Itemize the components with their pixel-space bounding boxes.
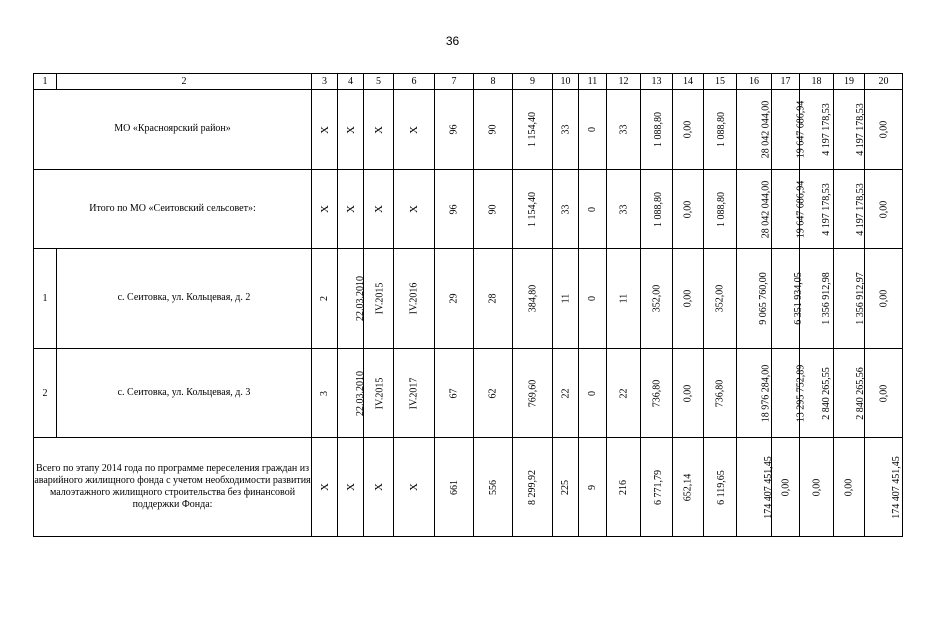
- cell-value: 2 840 265,56: [854, 366, 866, 420]
- table-cell: [673, 90, 704, 170]
- cell-value: 0: [587, 206, 598, 212]
- table-cell: [513, 438, 553, 537]
- table-cell: [641, 349, 673, 438]
- housing-resettlement-table: [33, 73, 903, 537]
- cell-value: 2 840 265,55: [820, 366, 832, 420]
- table-cell: [364, 349, 394, 438]
- table-row: [34, 249, 903, 349]
- table-cell: [772, 438, 800, 537]
- header-cell: 15: [704, 74, 737, 90]
- header-cell: 16: [737, 74, 772, 90]
- table-cell: [579, 249, 607, 349]
- table-row: [34, 438, 903, 537]
- header-cell: 3: [312, 74, 338, 90]
- table-cell: [800, 249, 834, 349]
- table-cell: [338, 249, 364, 349]
- table-cell: [553, 170, 579, 249]
- cell-value: 9: [587, 484, 598, 490]
- cell-value: 1 088,80: [653, 112, 664, 147]
- table-cell: [312, 170, 338, 249]
- table-cell: [641, 90, 673, 170]
- table-cell: [435, 438, 474, 537]
- cell-value: 0: [587, 390, 598, 396]
- table-cell: [338, 438, 364, 537]
- table-cell: [834, 438, 865, 537]
- table-cell: [641, 249, 673, 349]
- cell-value: 11: [559, 293, 571, 304]
- cell-value: 22.03.2010: [355, 370, 366, 416]
- table-cell: [435, 349, 474, 438]
- table-cell: [338, 349, 364, 438]
- cell-value: 0,00: [682, 120, 694, 139]
- cell-value: 736,80: [714, 379, 726, 407]
- table-cell: [607, 349, 641, 438]
- table-cell: [737, 249, 772, 349]
- cell-value: 1 088,80: [716, 112, 727, 147]
- table-cell: [704, 249, 737, 349]
- cell-value: 1 154,40: [527, 191, 538, 227]
- table-cell: [435, 170, 474, 249]
- table-cell: [772, 349, 807, 438]
- cell-value: 6 119,65: [715, 469, 727, 505]
- table-cell: [513, 90, 553, 170]
- cell-value: 4 197 178,53: [820, 182, 832, 236]
- table-cell: [834, 249, 865, 349]
- cell-value: 29: [448, 293, 460, 304]
- header-cell: 9: [513, 74, 553, 90]
- cell-value: 6 351 934,05: [792, 272, 804, 325]
- cell-value: 96: [448, 124, 460, 135]
- cell-value: 18 976 284,00: [760, 364, 772, 422]
- table-cell: [474, 249, 513, 349]
- table-cell: [865, 438, 903, 537]
- cell-value: 22: [560, 388, 571, 398]
- cell-value: 216: [618, 479, 629, 495]
- cell-value: 0,00: [682, 289, 694, 308]
- cell-value: 0,00: [811, 478, 822, 496]
- cell-value: 0,00: [878, 289, 889, 308]
- cell-value: Х: [318, 125, 331, 134]
- table-cell: [865, 349, 903, 438]
- cell-value: Х: [407, 205, 420, 213]
- table-cell: [364, 249, 394, 349]
- header-cell: 10: [553, 74, 579, 90]
- cell-value: 556: [487, 479, 499, 495]
- cell-value: Х: [344, 483, 357, 491]
- header-cell: 18: [800, 74, 834, 90]
- table-cell: [704, 170, 737, 249]
- cell-value: Х: [344, 205, 357, 213]
- table-row: [34, 90, 903, 170]
- table-cell: [673, 349, 704, 438]
- header-cell: 19: [834, 74, 865, 90]
- cell-value: 90: [487, 124, 499, 135]
- cell-value: 652,14: [682, 473, 694, 501]
- cell-value: Х: [407, 483, 420, 491]
- table-cell: [364, 170, 394, 249]
- table-cell: [394, 438, 435, 537]
- table-cell: [474, 349, 513, 438]
- cell-value: 11: [617, 293, 629, 304]
- header-cell: 20: [865, 74, 903, 90]
- header-cell: 12: [607, 74, 641, 90]
- cell-value: Х: [407, 125, 420, 134]
- table-cell: [737, 170, 772, 249]
- table-cell: [641, 170, 673, 249]
- cell-value: 0,00: [878, 200, 889, 218]
- table-cell: [364, 438, 394, 537]
- row-label: с. Сеитовка, ул. Кольцевая, д. 3: [57, 349, 312, 438]
- page-number: 36: [445, 34, 460, 48]
- cell-value: 4 197 178,53: [854, 182, 866, 236]
- table-cell: [338, 90, 364, 170]
- table-cell: [834, 170, 865, 249]
- cell-value: 1 088,80: [653, 191, 664, 227]
- cell-value: 174 407 451,45: [762, 455, 774, 519]
- cell-value: 352,00: [714, 284, 726, 313]
- cell-value: 1 356 912,97: [854, 272, 866, 325]
- cell-value: 1 154,40: [527, 112, 538, 147]
- table-cell: [394, 349, 435, 438]
- cell-value: Х: [318, 205, 331, 213]
- table-cell: [772, 249, 804, 349]
- table-cell: [338, 170, 364, 249]
- header-cell: 4: [338, 74, 364, 90]
- cell-value: 33: [560, 204, 571, 214]
- table-cell: [513, 349, 553, 438]
- table-cell: [553, 90, 579, 170]
- cell-value: 2: [319, 296, 330, 301]
- table-cell: [474, 90, 513, 170]
- row-number: 2: [34, 349, 57, 438]
- header-cell: 1: [34, 74, 57, 90]
- table-cell: [772, 90, 807, 170]
- cell-value: 3: [319, 390, 330, 396]
- cell-value: 0,00: [682, 384, 694, 402]
- header-cell: 17: [772, 74, 800, 90]
- table-row: [34, 170, 903, 249]
- table-cell: [394, 170, 435, 249]
- table-cell: [607, 249, 641, 349]
- table-cell: [474, 170, 513, 249]
- cell-value: 0: [587, 296, 598, 301]
- table-cell: [737, 90, 772, 170]
- table-cell: [607, 438, 641, 537]
- header-cell: 8: [474, 74, 513, 90]
- cell-value: Х: [372, 205, 385, 213]
- cell-value: 661: [448, 479, 460, 495]
- table-cell: [673, 438, 704, 537]
- cell-value: Х: [318, 483, 331, 491]
- cell-value: 0,00: [843, 478, 855, 496]
- table-cell: [553, 438, 579, 537]
- table-cell: [704, 438, 737, 537]
- table-cell: [800, 438, 834, 537]
- cell-value: 0,00: [878, 384, 889, 402]
- table-cell: [641, 438, 673, 537]
- cell-value: 22.03.2010: [355, 276, 366, 321]
- table-cell: [579, 170, 607, 249]
- cell-value: 19 647 686,94: [795, 100, 807, 159]
- cell-value: 0,00: [878, 120, 889, 139]
- table-cell: [704, 90, 737, 170]
- header-cell: 5: [364, 74, 394, 90]
- header-cell: 2: [57, 74, 312, 90]
- cell-value: Х: [372, 483, 385, 491]
- table-row: [34, 349, 903, 438]
- table-cell: [312, 349, 338, 438]
- cell-value: 174 407 451,45: [890, 455, 902, 519]
- table-cell: [312, 90, 338, 170]
- table-cell: [834, 349, 865, 438]
- cell-value: 0: [587, 127, 598, 132]
- table-cell: [553, 249, 579, 349]
- table-cell: [834, 90, 865, 170]
- cell-value: IV.2015: [374, 377, 386, 409]
- table-cell: [865, 170, 903, 249]
- row-number: 1: [34, 249, 57, 349]
- cell-value: 62: [487, 388, 499, 398]
- cell-value: 736,80: [651, 379, 662, 407]
- cell-value: 13 295 752,89: [795, 364, 807, 422]
- header-cell: 6: [394, 74, 435, 90]
- cell-value: IV.2016: [408, 282, 420, 315]
- table-cell: [737, 349, 772, 438]
- table-cell: [704, 349, 737, 438]
- table-cell: [673, 170, 704, 249]
- cell-value: Х: [372, 125, 385, 134]
- cell-value: 9 065 760,00: [757, 272, 769, 325]
- cell-value: 4 197 178,53: [854, 103, 866, 156]
- cell-value: 28 042 044,00: [760, 180, 772, 238]
- header-cell: 13: [641, 74, 673, 90]
- cell-value: 33: [560, 124, 571, 135]
- table-cell: [607, 90, 641, 170]
- cell-value: 33: [618, 124, 629, 135]
- table-cell: [435, 90, 474, 170]
- table-cell: [553, 349, 579, 438]
- row-label: Итого по МО «Сеитовский сельсовет»:: [34, 170, 312, 249]
- table-cell: [394, 249, 435, 349]
- table-cell: [364, 90, 394, 170]
- table-cell: [513, 249, 553, 349]
- cell-value: 769,60: [527, 379, 538, 407]
- cell-value: 6 771,79: [653, 469, 664, 505]
- cell-value: 0,00: [780, 478, 791, 496]
- table-cell: [579, 90, 607, 170]
- table-cell: [607, 170, 641, 249]
- row-label: МО «Красноярский район»: [34, 90, 312, 170]
- cell-value: 90: [487, 204, 499, 214]
- cell-value: 28: [487, 293, 499, 304]
- table-cell: [435, 249, 474, 349]
- header-cell: 14: [673, 74, 704, 90]
- cell-value: 33: [618, 204, 629, 214]
- cell-value: Х: [344, 125, 357, 134]
- cell-value: 4 197 178,53: [820, 103, 832, 156]
- table-cell: [772, 170, 807, 249]
- table-cell: [513, 170, 553, 249]
- header-cell: 11: [579, 74, 607, 90]
- cell-value: 352,00: [651, 284, 662, 313]
- cell-value: 67: [448, 388, 460, 398]
- table-cell: [474, 438, 513, 537]
- table-cell: [312, 249, 338, 349]
- cell-value: 22: [618, 388, 629, 398]
- cell-value: 1 088,80: [716, 191, 727, 227]
- table-cell: [865, 90, 903, 170]
- header-cell: 7: [435, 74, 474, 90]
- table-cell: [579, 438, 607, 537]
- cell-value: 384,80: [527, 284, 538, 313]
- header-row: [34, 74, 903, 90]
- table-cell: [865, 249, 903, 349]
- cell-value: 28 042 044,00: [760, 100, 772, 159]
- cell-value: 0,00: [682, 200, 694, 218]
- cell-value: 96: [448, 204, 460, 214]
- table-cell: [579, 349, 607, 438]
- table-cell: [737, 438, 772, 537]
- table-cell: [673, 249, 704, 349]
- cell-value: 225: [560, 479, 571, 495]
- table-cell: [394, 90, 435, 170]
- table-cell: [312, 438, 338, 537]
- cell-value: IV.2017: [408, 377, 420, 409]
- row-label: с. Сеитовка, ул. Кольцевая, д. 2: [57, 249, 312, 349]
- row-label: Всего по этапу 2014 года по программе переселения граждан из аварийного жилищного фонда с учетом необходимости развития малоэтажного жилищного строительства без финансовой поддержки Фонда:: [34, 438, 312, 537]
- cell-value: 19 647 686,94: [795, 180, 807, 238]
- cell-value: IV.2015: [374, 282, 386, 315]
- cell-value: 1 356 912,98: [820, 272, 832, 325]
- cell-value: 8 299,92: [527, 469, 538, 505]
